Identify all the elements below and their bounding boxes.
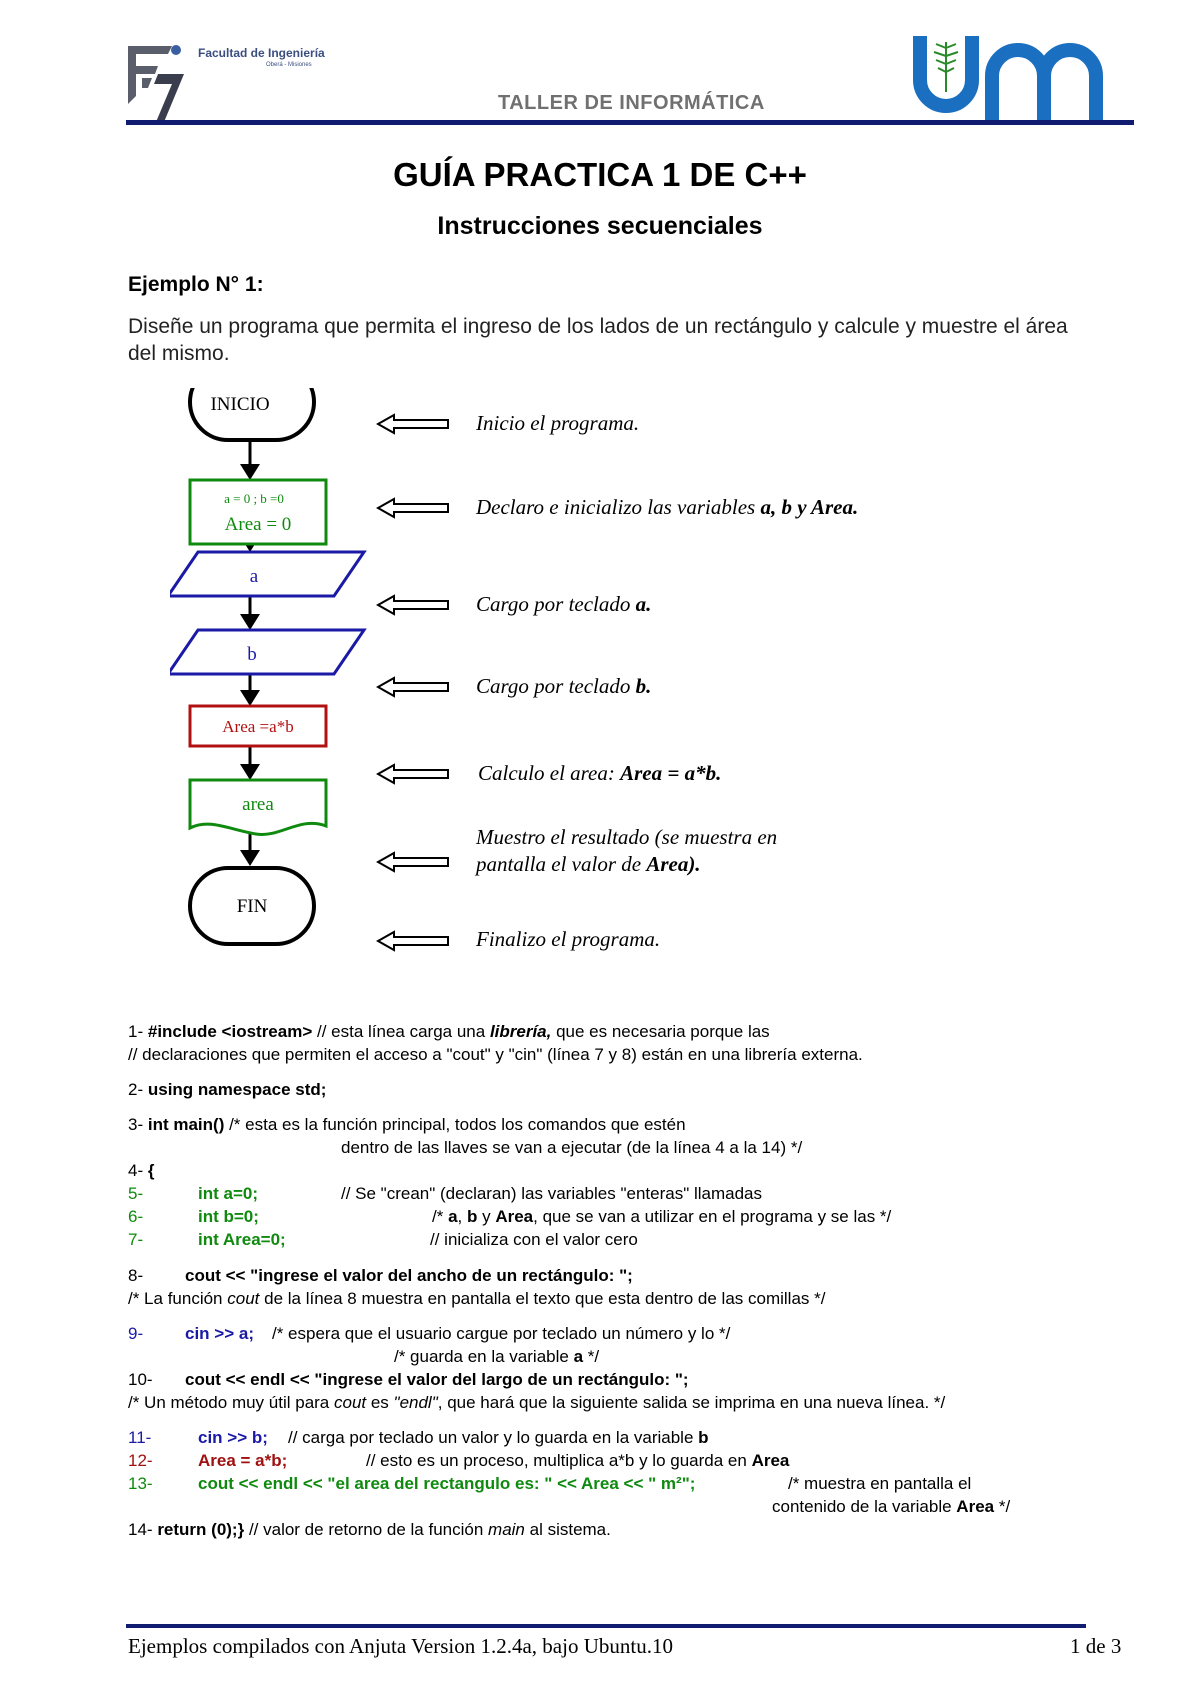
unm-logo xyxy=(910,36,1134,120)
left-arrow-icon xyxy=(376,594,450,616)
course-title: TALLER DE INFORMÁTICA xyxy=(498,92,765,114)
code-line-11-comment: // carga por teclado un valor y lo guarda en la variable b xyxy=(288,1428,709,1447)
code-line-12-code: Area = a*b; xyxy=(198,1451,288,1470)
code-line-9-comment: /* espera que el usuario cargue por teclado un número y lo */ xyxy=(272,1324,731,1343)
faculty-name: Facultad de Ingeniería xyxy=(198,46,325,60)
annotation-end: Finalizo el programa. xyxy=(476,927,661,951)
code-line-7-code: int Area=0; xyxy=(198,1230,286,1249)
code-line-13: 13- xyxy=(128,1474,153,1493)
input-b-parallelogram xyxy=(170,630,364,674)
page-title: GUÍA PRACTICA 1 DE C++ xyxy=(393,156,807,193)
code-line-5-code: int a=0; xyxy=(198,1184,258,1203)
example-heading: Ejemplo N° 1: xyxy=(128,273,264,296)
code-line-1: 1- #include <iostream> // esta línea carga una librería, que es necesaria porque las xyxy=(128,1022,770,1041)
input-b-label: b xyxy=(247,644,257,665)
annotation-start: Inicio el programa. xyxy=(476,411,640,435)
left-arrow-icon xyxy=(376,763,450,785)
input-a-parallelogram xyxy=(170,552,364,596)
output-label: area xyxy=(242,794,274,815)
process-label: Area =a*b xyxy=(222,717,294,736)
footer-note: Ejemplos compilados con Anjuta Version 1.2.4a, bajo Ubuntu.10 xyxy=(128,1634,673,1658)
init-line-1: a = 0 ; b =0 xyxy=(224,491,284,506)
code-line-13-comment-2: contenido de la variable Area */ xyxy=(772,1497,1011,1516)
annotation-input-a: Cargo por teclado a. xyxy=(476,592,652,616)
code-line-13-code: cout << endl << "el area del rectangulo es: " << Area << " m²"; xyxy=(198,1474,696,1493)
page-subtitle: Instrucciones secuenciales xyxy=(437,212,763,240)
left-arrow-icon xyxy=(376,851,450,873)
code-line-5: 5- xyxy=(128,1184,144,1203)
code-line-1-comment: // declaraciones que permiten el acceso a "cout" y "cin" (línea 7 y 8) están en una librería externa. xyxy=(128,1045,863,1064)
code-line-8-comment: /* La función cout de la línea 8 muestra en pantalla el texto que esta dentro de las comillas */ xyxy=(128,1289,826,1308)
code-line-14: 14- return (0);} // valor de retorno de la función main al sistema. xyxy=(128,1520,611,1539)
code-line-3-comment: dentro de las llaves se van a ejecutar (de la línea 4 a la 14) */ xyxy=(341,1138,803,1157)
code-line-13-comment: /* muestra en pantalla el xyxy=(788,1474,972,1493)
code-line-9-comment-2: /* guarda en la variable a */ xyxy=(394,1347,600,1366)
left-arrow-icon xyxy=(376,497,450,519)
annotation-process: Calculo el area: Area = a*b. xyxy=(478,761,722,785)
code-line-11: 11- xyxy=(128,1428,152,1447)
code-line-5-comment: // Se "crean" (declaran) las variables "enteras" llamadas xyxy=(341,1184,762,1203)
header-rule xyxy=(126,120,1134,125)
code-line-8-code: cout << "ingrese el valor del ancho de un rectángulo: "; xyxy=(185,1266,633,1285)
start-label: INICIO xyxy=(210,394,270,415)
code-line-8: 8- xyxy=(128,1266,144,1285)
code-line-7: 7- xyxy=(128,1230,144,1249)
code-line-2: 2- using namespace std; xyxy=(128,1080,327,1099)
code-line-6-code: int b=0; xyxy=(198,1207,259,1226)
code-line-10: 10- xyxy=(128,1370,153,1389)
code-line-12: 12- xyxy=(128,1451,153,1470)
code-line-6: 6- xyxy=(128,1207,144,1226)
annotation-output: Muestro el resultado (se muestra en pantalla el valor de Area). xyxy=(476,825,778,876)
code-line-4: 4- { xyxy=(128,1161,155,1180)
problem-statement: Diseñe un programa que permita el ingreso de los lados de un rectángulo y calcule y muestre el área del mismo. xyxy=(128,315,1068,365)
faculty-location: Oberá - Misiones xyxy=(266,62,312,68)
code-line-7-comment: // inicializa con el valor cero xyxy=(430,1230,638,1249)
annotation-input-b: Cargo por teclado b. xyxy=(476,674,652,698)
annotation-init: Declaro e inicializo las variables a, b y Area. xyxy=(476,495,859,519)
end-label: FIN xyxy=(236,896,268,917)
left-arrow-icon xyxy=(376,676,450,698)
left-arrow-icon xyxy=(376,930,450,952)
code-line-10-comment: /* Un método muy útil para cout es "endl", que hará que la siguiente salida se imprima en una nueva línea. */ xyxy=(128,1393,946,1412)
left-arrow-icon xyxy=(376,413,450,435)
init-line-2: Area = 0 xyxy=(224,514,292,535)
code-line-10-code: cout << endl << "ingrese el valor del largo de un rectángulo: "; xyxy=(185,1370,689,1389)
footer-rule xyxy=(126,1624,1086,1628)
page-number: 1 de 3 xyxy=(1070,1634,1122,1658)
code-line-9: 9- xyxy=(128,1324,144,1343)
code-line-3: 3- int main() /* esta es la función principal, todos los comandos que estén xyxy=(128,1115,686,1134)
code-line-6-comment: /* a, b y Area, que se van a utilizar en el programa y se las */ xyxy=(432,1207,892,1226)
code-line-11-code: cin >> b; xyxy=(198,1428,268,1447)
code-line-12-comment: // esto es un proceso, multiplica a*b y lo guarda en Area xyxy=(366,1451,790,1470)
code-line-9-code: cin >> a; xyxy=(185,1324,254,1343)
input-a-label: a xyxy=(249,566,259,587)
